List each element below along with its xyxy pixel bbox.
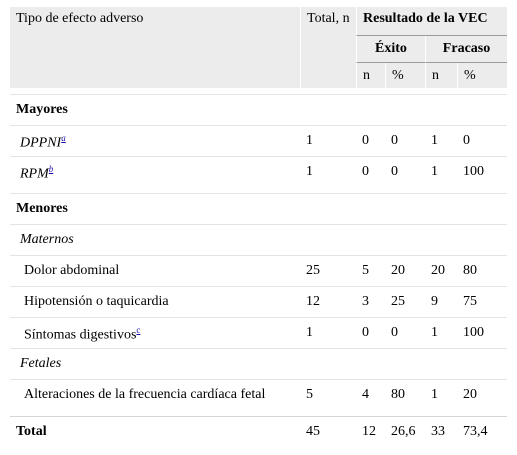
row-label: Síntomas digestivos — [24, 327, 137, 343]
cell-failure-n: 1 — [425, 379, 457, 410]
cell-failure-n: 1 — [425, 317, 457, 348]
cell-failure-pct: 100 — [457, 156, 507, 187]
total-label: Total — [10, 416, 300, 447]
row-label: DPPNI — [20, 135, 62, 151]
cell-failure-pct: 73,4 — [457, 416, 507, 447]
header-failure-n: n — [425, 63, 457, 88]
row-label: RPM — [20, 166, 49, 182]
cell-total: 1 — [300, 317, 356, 348]
header-event-type: Tipo de efecto adverso — [10, 7, 300, 88]
header-failure: Fracaso — [425, 36, 507, 63]
cell-failure-n: 1 — [425, 125, 457, 156]
subsection-label: Fetales — [10, 348, 507, 379]
footnote-link[interactable]: a — [61, 132, 66, 143]
table-row — [10, 379, 507, 410]
cell-success-pct: 26,6 — [385, 416, 425, 447]
cell-total: 12 — [300, 286, 356, 317]
cell-failure-n: 1 — [425, 156, 457, 187]
table-row — [10, 156, 507, 187]
total-row — [10, 416, 507, 447]
cell-success-n: 12 — [356, 416, 385, 447]
cell-failure-pct: 80 — [457, 255, 507, 286]
header-success-pct: % — [385, 63, 425, 88]
cell-failure-pct: 75 — [457, 286, 507, 317]
cell-total: 1 — [300, 156, 356, 187]
cell-success-pct: 25 — [385, 286, 425, 317]
cell-success-pct: 0 — [385, 125, 425, 156]
subsection-row-fetales — [10, 348, 507, 379]
table-row — [10, 317, 507, 348]
header-result: Resultado de la VEC — [356, 7, 507, 36]
subsection-label: Maternos — [10, 224, 507, 255]
header-success: Éxito — [356, 36, 425, 63]
cell-success-pct: 80 — [385, 379, 425, 410]
cell-failure-n: 33 — [425, 416, 457, 447]
section-row-menores — [10, 193, 507, 224]
cell-failure-pct: 20 — [457, 379, 507, 410]
adverse-effects-table — [10, 7, 507, 447]
cell-success-n: 3 — [356, 286, 385, 317]
row-label: Alteraciones de la frecuencia cardíaca fetal — [10, 379, 300, 410]
footnote-link[interactable]: b — [48, 163, 54, 174]
row-label: Hipotensión o taquicardia — [10, 286, 300, 317]
cell-success-pct: 20 — [385, 255, 425, 286]
cell-failure-pct: 100 — [457, 317, 507, 348]
cell-success-n: 0 — [356, 125, 385, 156]
cell-total: 25 — [300, 255, 356, 286]
section-label: Menores — [10, 193, 507, 224]
table-row — [10, 255, 507, 286]
cell-success-n: 0 — [356, 156, 385, 187]
cell-success-n: 5 — [356, 255, 385, 286]
cell-success-pct: 0 — [385, 156, 425, 187]
footnote-link[interactable]: c — [136, 324, 141, 335]
table-row — [10, 286, 507, 317]
cell-total: 45 — [300, 416, 356, 447]
cell-failure-n: 9 — [425, 286, 457, 317]
section-row-mayores — [10, 94, 507, 125]
row-label: Dolor abdominal — [10, 255, 300, 286]
table-row — [10, 125, 507, 156]
cell-success-pct: 0 — [385, 317, 425, 348]
header-failure-pct: % — [457, 63, 507, 88]
header-row-1 — [10, 7, 507, 36]
cell-total: 1 — [300, 125, 356, 156]
section-label: Mayores — [10, 94, 507, 125]
cell-total: 5 — [300, 379, 356, 410]
header-total: Total, n — [300, 7, 356, 88]
cell-failure-pct: 0 — [457, 125, 507, 156]
subsection-row-maternos — [10, 224, 507, 255]
cell-failure-n: 20 — [425, 255, 457, 286]
cell-success-n: 4 — [356, 379, 385, 410]
header-success-n: n — [356, 63, 385, 88]
cell-success-n: 0 — [356, 317, 385, 348]
